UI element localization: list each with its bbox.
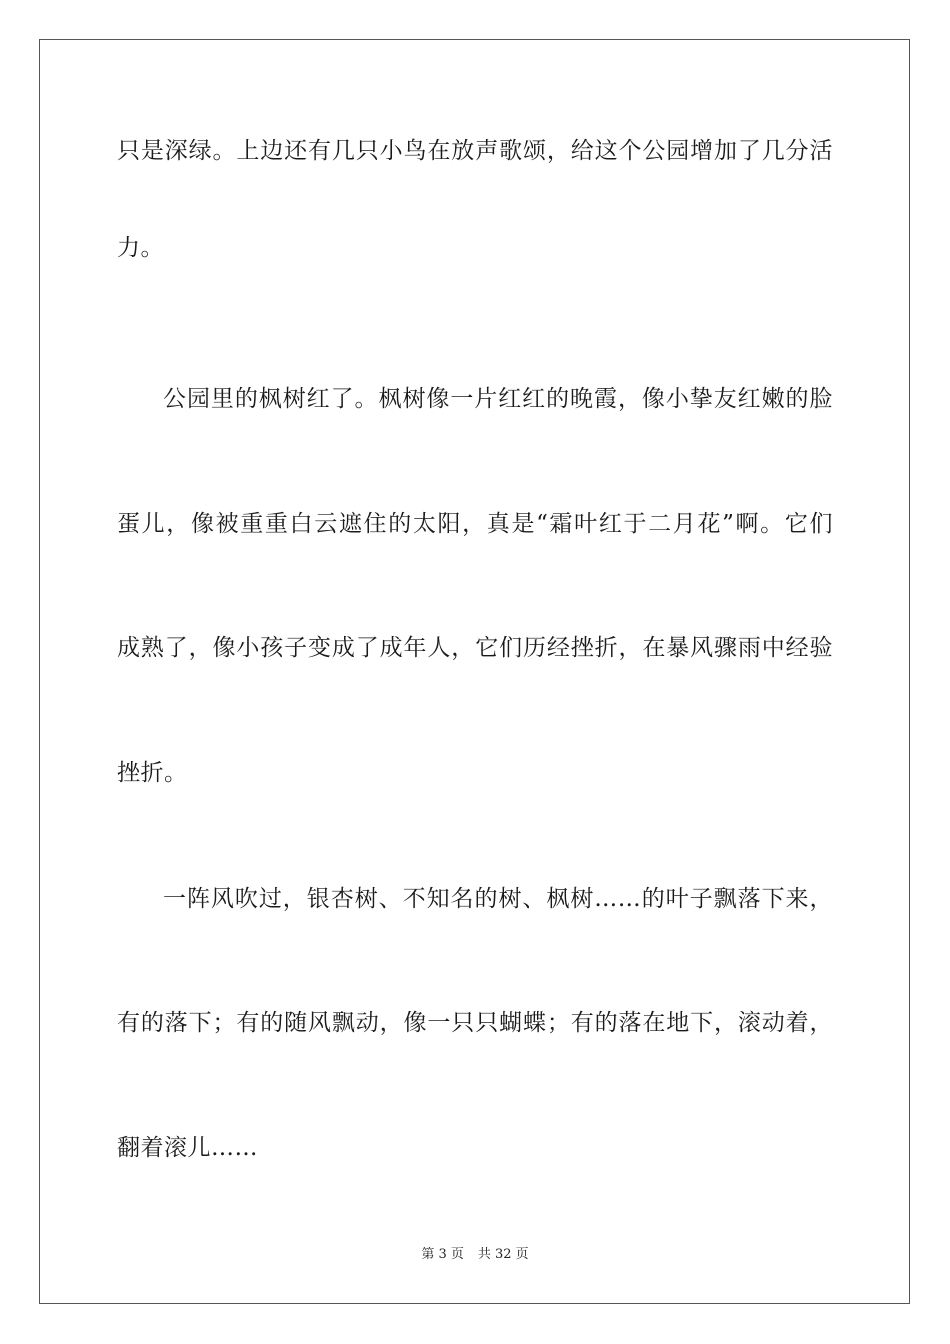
paragraph-line: 一阵风吹过，银杏树、不知名的树、枫树……的叶子飘落下来， — [163, 886, 833, 912]
paragraph-line: 力。 — [117, 235, 164, 261]
paragraph-line: 挫折。 — [117, 760, 188, 786]
paragraph-line: 蛋儿，像被重重白云遮住的太阳，真是“霜叶红于二月花”啊。它们 — [117, 511, 833, 537]
paragraph-line: 只是深绿。上边还有几只小鸟在放声歌颂，给这个公园增加了几分活 — [117, 138, 833, 164]
paragraph-line: 成熟了，像小孩子变成了成年人，它们历经挫折，在暴风骤雨中经验 — [117, 635, 833, 661]
paragraph-line: 翻着滚儿…… — [117, 1135, 258, 1161]
page-total: 共 32 页 — [477, 1247, 529, 1262]
page-frame — [39, 39, 910, 1304]
page-footer — [0, 1246, 950, 1264]
page-number: 第 3 页 — [421, 1247, 464, 1262]
paragraph-line: 有的落下；有的随风飘动，像一只只蝴蝶；有的落在地下，滚动着， — [117, 1010, 833, 1036]
paragraph-line: 公园里的枫树红了。枫树像一片红红的晚霞，像小挚友红嫩的脸 — [163, 386, 833, 412]
